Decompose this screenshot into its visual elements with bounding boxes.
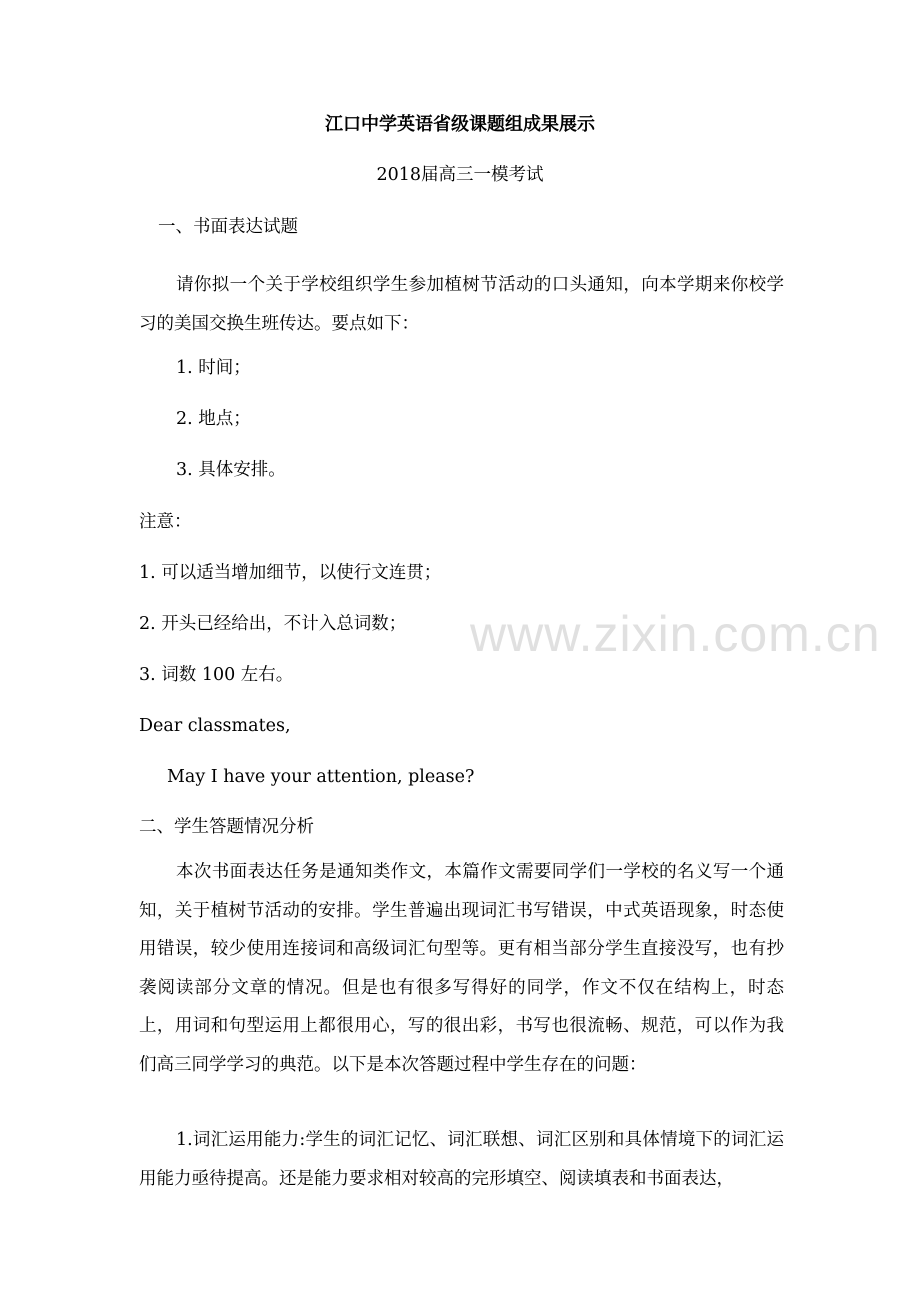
- section-heading-writing-task: 一、书面表达试题: [158, 217, 298, 237]
- note-item: 2. 开头已经给出，不计入总词数；: [139, 614, 407, 634]
- section-heading-analysis: 二、学生答题情况分析: [139, 817, 314, 837]
- point-item: 2. 地点；: [176, 409, 251, 429]
- point-item: 1. 时间；: [176, 358, 251, 378]
- vocabulary-point-paragraph: 1.词汇运用能力:学生的词汇记忆、词汇联想、词汇区别和具体情境下的词汇运用能力亟待提高。还是能力要求相对较高的完形填空、阅读填表和书面表达，: [139, 1130, 784, 1189]
- document-title: 江口中学英语省级课题组成果展示: [325, 114, 595, 135]
- notes-heading: 注意：: [139, 512, 192, 532]
- letter-opening: May I have your attention, please?: [167, 767, 475, 787]
- watermark: www.zixin.com.cn: [470, 606, 881, 662]
- note-item: 1. 可以适当增加细节，以使行文连贯；: [139, 563, 442, 583]
- document-subtitle: 2018届高三一模考试: [376, 165, 544, 185]
- point-item: 3. 具体安排。: [176, 460, 286, 480]
- task-paragraph: 请你拟一个关于学校组织学生参加植树节活动的口头通知，向本学期来你校学习的美国交换生班传达。要点如下：: [139, 275, 784, 334]
- note-item: 3. 词数 100 左右。: [139, 665, 294, 685]
- analysis-paragraph: 本次书面表达任务是通知类作文，本篇作文需要同学们一学校的名义写一个通知，关于植树节活动的安排。学生普遍出现词汇书写错误，中式英语现象，时态使用错误，较少使用连接词和高级词汇句型等。更有相当部分学生直接没写，也有抄袭阅读部分文章的情况。但是也有很多写得好的同学，作文不仅在结构上，时态上，用词和句型运用上都很用心，写的很出彩，书写也很流畅、规范，可以作为我们高三同学学习的典范。以下是本次答题过程中学生存在的问题：: [139, 862, 784, 1075]
- letter-greeting: Dear classmates,: [139, 716, 291, 736]
